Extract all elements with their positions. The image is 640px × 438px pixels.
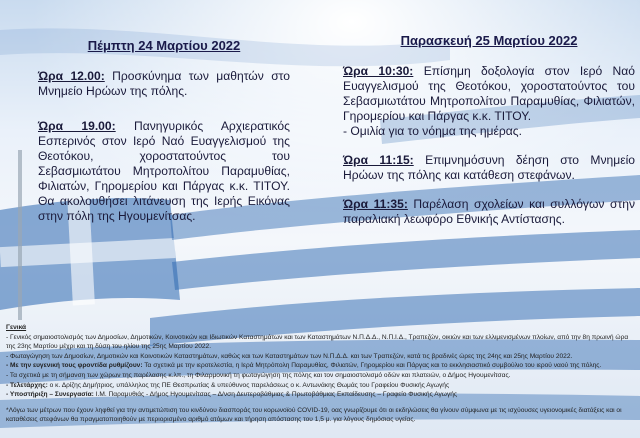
right-event-1-speech: - Ομιλία για το νόημα της ημέρας. <box>343 124 522 138</box>
covid-footnote-cont: καταθέσεις στεφάνων θα πραγματοποιηθούν με περιορισμένο αριθμό ατόμων και τήρηση απόστασης του 1,5 μ. για λόγους δημόσιας υγείας. <box>6 416 416 424</box>
right-event-2 <box>343 153 635 183</box>
note-line: - Γενικός σημαιοστολισμός των Δημοσίων, Δημοτικών, Κοινοτικών και Ιδιωτικών Καταστημάτων και των Καταστημάτων Ν.Π.Δ.Δ., Ν.Π.Ι.Δ., Τραπεζών, οικιών και των ελλιμενισμένων πλοίων, από την 8η πρωινή ώρα <box>6 333 629 341</box>
note-line: - Με την ευγενική τους φροντίδα ρυθμίζουν: Τα σχετικά με την ιεροτελεστία, η Ιερά Μητρόπολη Παραμυθίας, Φιλιατών, Γηρομερίου και Πάργας και το εκκλησιαστικό συμβούλιο του ιερού ναού της πόλης. <box>6 362 602 370</box>
right-date-heading: Παρασκευή 25 Μαρτίου 2022 <box>400 33 578 48</box>
right-column <box>343 33 635 227</box>
note-line: της 23ης Μαρτίου μέχρι και τη δύση του ηλίου της 25ης Μαρτίου 2022. <box>6 343 212 351</box>
left-column <box>38 38 290 224</box>
left-event-2 <box>38 119 290 224</box>
covid-footnote: *Λόγω των μέτρων που έχουν ληφθεί για την αντιμετώπιση του κινδύνου διασποράς του κορωνοϊού COVID-19, oας γνωρίζουμε ότι οι εκδηλώσεις θα γίνουν σύμφωνα με τις ισχύουσες υγειονομικές διατάξεις και οι <box>6 406 622 414</box>
event-text: Παρέλαση σχολείων και συλλόγων στην παραλιακή λεωφόρο Εθνικής Αντίστασης. <box>343 197 635 226</box>
event-text: Προσκύνημα των μαθητών στο Μνημείο Ηρώων της πόλης. <box>38 69 290 98</box>
left-date-heading: Πέμπτη 24 Μαρτίου 2022 <box>87 38 241 53</box>
event-time: Ώρα 11:15: <box>343 153 414 167</box>
note-line: - Τα σχετικά με τη σήμανση των χώρων της παρέλασης κ.λπ., τη Φιλαρμονική τη φωταγώγηση της πόλης και τον σημαιοστολισμό οδών και πλατειών, ο Δήμος Ηγουμενίτσας. <box>6 371 511 379</box>
notes-title: Γενικά <box>6 324 27 331</box>
right-event-1 <box>343 64 635 124</box>
left-event-1 <box>38 69 290 99</box>
event-time: Ώρα 19.00: <box>38 119 116 133</box>
note-line: - Φωταγώγηση των Δημοσίων, Δημοτικών και Κοινοτικών Καταστημάτων, καθώς και των Καταστημάτων των Ν.Π.Δ.Δ. και των Τραπεζών, κατά τις βραδινές ώρες της 24ης και 25ης Μαρτίου 2022. <box>6 352 573 360</box>
note-line: - Υποστήριξη – Συνεργασία: Ι.Μ. Παραμυθιάς - Δήμος Ηγουμενίτσας – Δ/νση Δευτεροβάθμιας & Πρωτοβάθμιας Εκπαίδευσης – Γραφείο Φυσικής Αγωγής <box>6 391 458 399</box>
general-notes <box>6 323 636 425</box>
event-time: Ώρα 12.00: <box>38 69 105 83</box>
right-event-3 <box>343 197 635 227</box>
event-text: Επίσημη δοξολογία στον Ιερό Ναό Ευαγγελισμού της Θεοτόκου, χοροστατούντος του Σεβασμιωτάτου Μητροπολίτου Παραμυθίας, Φιλιατών, Γηρομερίου και Πάργας κ.κ. ΤΙΤΟΥ. <box>343 64 635 123</box>
event-time: Ώρα 10:30: <box>343 64 414 78</box>
event-text: Επιμνημόσυνη δέηση στο Μνημείο Ηρώων της πόλης και κατάθεση στεφάνων. <box>343 153 635 182</box>
event-text: Πανηγυρικός Αρχιερατικός Εσπερινός στον Ιερό Ναό Ευαγγελισμού της Θεοτόκου, χοροστατούντος του Σεβασμιωτάτου Μητροπολίτου Παραμυθίας, Φιλιατών, Γηρομερίου και Πάργας κ.κ. ΤΙΤΟΥ. Θα ακολουθήσει λιτάνευση της Ιερής Εικόνας στην πόλη της Ηγουμενίτσας. <box>38 119 290 223</box>
event-time: Ώρα 11:35: <box>343 197 408 211</box>
note-line: - Τελετάρχης: ο κ. Δρίζης Δημήτριος, υπάλληλος της ΠΕ Θεσπρωτίας & υπεύθυνος παρελάσεως ο κ. Αντωνάκης Θωμάς του Γραφείου Φυσικής Αγωγής <box>6 381 450 389</box>
